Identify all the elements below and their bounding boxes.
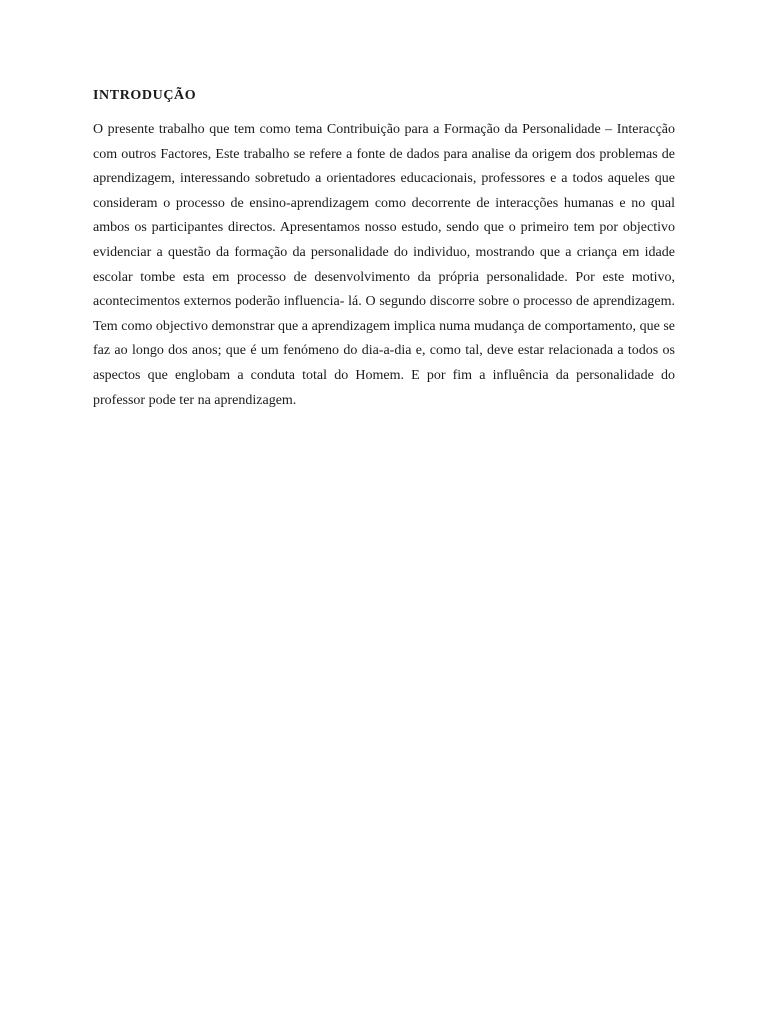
body-paragraph: O presente trabalho que tem como tema Contribuição para a Formação da Personalidade – Interacção com outros Factores, Este trabalho se refere a fonte de dados para analise da origem dos problemas de aprendizagem, interessando sobretudo a orientadores educacionais, professores e a todos aqueles que consideram o processo de ensino-aprendizagem como decorrente de interacções humanas e no qual ambos os participantes directos. Apresentamos nosso estudo, sendo que o primeiro tem por objectivo evidenciar a questão da formação da personalidade do individuo, mostrando que a criança em idade escolar tombe esta em processo de desenvolvimento da própria personalidade. Por este motivo, acontecimentos externos poderão influencia- lá. O segundo discorre sobre o processo de aprendizagem. Tem como objectivo demonstrar que a aprendizagem implica numa mudança de comportamento, que se faz ao longo dos anos; que é um fenómeno do dia-a-dia e, como tal, deve estar relacionada a todos os aspectos que englobam a conduta total do Homem. E por fim a influência da personalidade do professor pode ter na aprendizagem. xyxy=(93,122,675,408)
section-heading: INTRODUÇÃO xyxy=(93,88,197,103)
document-content xyxy=(93,86,675,413)
